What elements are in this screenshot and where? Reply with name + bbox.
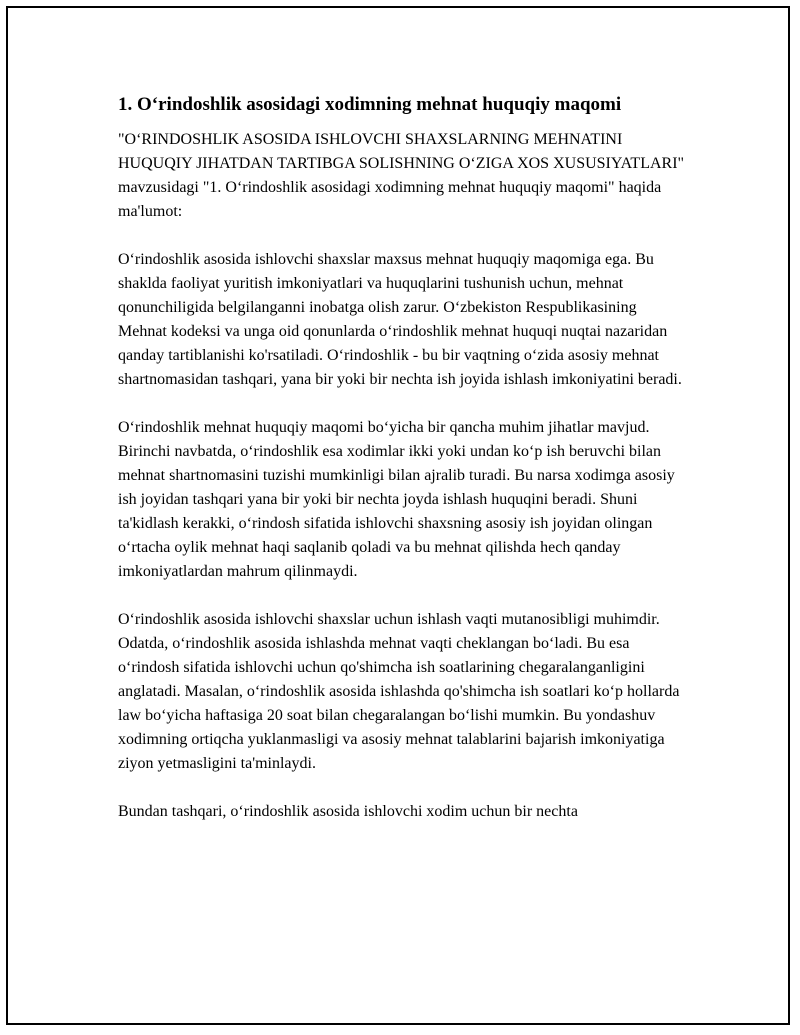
document-body [118,92,688,848]
body-paragraph-4: Bundan tashqari, o‘rindoshlik asosida ishlovchi xodim uchun bir nechta [118,803,578,820]
intro-paragraph: "O‘RINDOSHLIK ASOSIDA ISHLOVCHI SHAXSLARNING MEHNATINI HUQUQIY JIHATDAN TARTIBGA SOLISHNING O‘ZIGA XOS XUSUSIYATLARI" mavzusidagi "1. O‘rindoshlik asosidagi xodimning mehnat huquqiy maqomi" haqida ma'lumot: [118,131,685,220]
body-paragraph-2: O‘rindoshlik mehnat huquqiy maqomi bo‘yicha bir qancha muhim jihatlar mavjud. Birinchi navbatda, o‘rindoshlik esa xodimlar ikki yoki undan ko‘p ish beruvchi bilan mehnat shartnomasini tuzishi mumkinligi bilan ajralib turadi. Bu narsa xodimga asosiy ish joyidan tashqari yana bir yoki bir nechta joyda ishlash huquqini beradi. Shuni ta'kidlash kerakki, o‘rindosh sifatida ishlovchi shaxsning asosiy ish joyidan olingan o‘rtacha oylik mehnat haqi saqlanib qoladi va bu mehnat qilishda hech qanday imkoniyatlardan mahrum qilinmaydi. [118,419,675,580]
section-heading: 1. O‘rindoshlik asosidagi xodimning mehnat huquqiy maqomi [118,94,622,115]
body-paragraph-1: O‘rindoshlik asosida ishlovchi shaxslar maxsus mehnat huquqiy maqomiga ega. Bu shaklda faoliyat yuritish imkoniyatlari va huquqlarini tushunish uchun, mehnat qonunchiligida belgilanganni inobatga olish zarur. O‘zbekiston Respublikasining Mehnat kodeksi va unga oid qonunlarda o‘rindoshlik mehnat huquqi nuqtai nazaridan qanday tartiblanishi ko'rsatiladi. O‘rindoshlik - bu bir vaqtning o‘zida asosiy mehnat shartnomasidan tashqari, yana bir yoki bir nechta ish joyida ishlash imkoniyatini beradi. [118,251,682,388]
body-paragraph-3: O‘rindoshlik asosida ishlovchi shaxslar uchun ishlash vaqti mutanosibligi muhimdir. Odatda, o‘rindoshlik asosida ishlashda mehnat vaqti cheklangan bo‘ladi. Bu esa o‘rindosh sifatida ishlovchi uchun qo'shimcha ish soatlarining chegaralanganligini anglatadi. Masalan, o‘rindoshlik asosida ishlashda qo'shimcha ish soatlari ko‘p hollarda law bo‘yicha haftasiga 20 soat bilan chegaralangan bo‘lishi mumkin. Bu yondashuv xodimning ortiqcha yuklanmasligi va asosiy mehnat talablarini bajarish imkoniyatiga ziyon yetmasligini ta'minlaydi. [118,611,680,772]
